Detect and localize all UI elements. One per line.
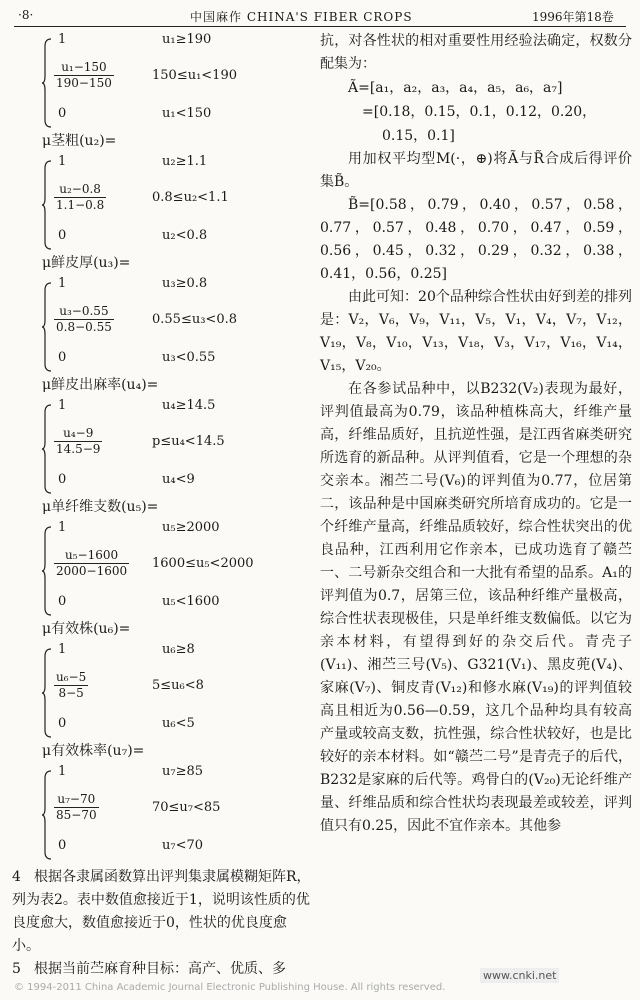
case-condition: 0.8≤u₂<1.1: [152, 190, 229, 205]
paragraph-number: 5: [12, 961, 21, 977]
case-condition: u₆≥8: [162, 642, 195, 657]
synthesis-paragraph: 用加权平均型M(·，⊕)将Ã与R̃合成后得评价集B̃。: [320, 151, 632, 190]
paragraph-number: 4: [12, 869, 21, 885]
fraction-numerator: u₇−70: [54, 792, 99, 808]
case-condition: u₂<0.8: [162, 228, 208, 243]
brace-icon: [42, 404, 52, 494]
case-value: 1: [58, 520, 67, 535]
case-condition: u₇≥85: [162, 764, 204, 779]
case-condition: u₅<1600: [162, 594, 220, 609]
case-condition: p≤u₄<14.5: [152, 434, 225, 449]
case-condition: u₁≥190: [162, 32, 212, 47]
evaluation-set: B̃=[0.58，0.79，0.40，0.57，0.58，0.77，0.57，0.48，0.70，0.47，0.59，0.56，0.45，0.32，0.29，0.32，0.38，0.41，0.56，0.25]: [320, 197, 632, 282]
piecewise-function: [12, 396, 312, 496]
case-value: 0: [58, 594, 67, 609]
piecewise-function: [12, 640, 312, 740]
paragraph-4: [12, 866, 312, 958]
membership-title: μ鲜皮厚(u₃)=: [42, 255, 131, 271]
case-value: 1: [58, 32, 67, 47]
fraction-numerator: u₅−1600: [54, 548, 129, 564]
case-value: 0: [58, 228, 67, 243]
case-value: 1: [58, 642, 67, 657]
case-condition: u₁<150: [162, 106, 212, 121]
case-condition: u₂≥1.1: [162, 154, 208, 169]
case-value: 1: [58, 398, 67, 413]
piecewise-function: [12, 518, 312, 618]
fraction-denominator: 190−150: [56, 76, 112, 90]
membership-title: μ单纤维支数(u₅)=: [42, 499, 159, 515]
brace-icon: [42, 160, 52, 250]
fraction-denominator: 8−5: [58, 686, 84, 700]
piecewise-function: [12, 762, 312, 862]
discussion-paragraph: 在各参试品种中，以B232(V₂)表现为最好，评判值最高为0.79，该品种植株高大，纤维产量高，纤维品质好，且抗逆性强，是江西省麻类研究所选育的新品种。从评判值看，它是一个理想的杂交亲本。湘苎二号(V₆)的评判值为0.77，位居第二，该品种是中国麻类研究所培育成功的。它是一个纤维产量高，纤维品质较好，综合性状突出的优良品种，江西利用它作亲本，已成功选育了赣苎一、二号新杂交组合和一大批有希望的品系。A₁的评判值为0.7，居第三位，该品种纤维产量极高，综合性状表现极佳，只是单纤维支数偏低。以它为亲本材料，有望得到好的杂交后代。青壳子(V₁₁)、湘苎三号(V₅)、G321(V₁)、黑皮蔸(V₄)、家麻(V₇)、铜皮青(V₁₂)和修水麻(V₁₉)的评判值较高且相近为0.56—0.59，这几个品种均具有较高产量或较高支数，抗性强，综合性状较好，也是比较好的亲本材料。如“赣苎二号”是青壳子的后代，B232是家麻的后代等。鸡骨白的(V₂₀)无论纤维产量、纤维品质和综合性状均表现最差或较差，评判值只有0.25，因此不宜作亲本。其他参: [320, 381, 632, 834]
weight-set-values: =[0.18，0.15，0.1，0.12，0.20，: [362, 104, 597, 120]
brace-icon: [42, 38, 52, 128]
paragraph-text: 根据各隶属函数算出评判集隶属模糊矩阵R，列为表2。表中数值愈接近于1，说明该性质的优良度愈大，数值愈接近于0，性状的优良度愈小。: [12, 869, 311, 954]
journal-title: 中国麻作 CHINA'S FIBER CROPS: [190, 10, 413, 24]
case-value: 0: [58, 838, 67, 853]
fraction-numerator: u₃−0.55: [54, 304, 114, 320]
case-condition: 1600≤u₅<2000: [152, 556, 254, 571]
page-number: ·8·: [18, 8, 34, 22]
case-condition: 150≤u₁<190: [152, 68, 237, 83]
case-value: 0: [58, 472, 67, 487]
cnki-watermark: www.cnki.net: [480, 968, 559, 983]
issue-label: 1996年第18卷: [532, 10, 614, 24]
paragraph-text: 根据当前苎麻育种目标：高产、优质、多: [34, 961, 286, 977]
fraction-denominator: 0.8−0.55: [56, 320, 112, 334]
case-condition: 70≤u₇<85: [152, 800, 221, 815]
case-value: 1: [58, 764, 67, 779]
brace-icon: [42, 282, 52, 372]
case-fraction: [54, 60, 114, 91]
piecewise-function: [12, 274, 312, 374]
paragraph-5: [12, 958, 312, 981]
ranking-paragraph: 由此可知：20个品种综合性状由好到差的排列是：V₂，V₆，V₉，V₁₁，V₅，V₁，V₄，V₇，V₁₂，V₁₉，V₈，V₁₀，V₁₃，V₁₈，V₃，V₁₇，V₁₆，V₁₄，V₁₅，V₂₀。: [320, 289, 632, 374]
brace-icon: [42, 648, 52, 738]
weight-set-def: Ã=[a₁，a₂，a₃，a₄，a₅，a₆，a₇]: [348, 80, 563, 96]
page-header: [0, 6, 640, 28]
fraction-numerator: u₆−5: [56, 670, 87, 684]
case-condition: 0.55≤u₃<0.8: [152, 312, 237, 327]
copyright-footer: © 1994-2011 China Academic Journal Electronic Publishing House. All rights reserved.: [14, 982, 446, 993]
case-condition: u₃<0.55: [162, 350, 216, 365]
case-value: 0: [58, 106, 67, 121]
fraction-numerator: u₄−9: [54, 426, 102, 442]
right-column: [320, 30, 632, 838]
piecewise-function: [12, 152, 312, 252]
case-fraction: [54, 792, 99, 823]
brace-icon: [42, 526, 52, 616]
case-condition: u₃≥0.8: [162, 276, 208, 291]
case-fraction: [54, 304, 114, 335]
fraction-numerator: u₁−150: [54, 60, 114, 76]
fraction-numerator: u₂−0.8: [54, 182, 106, 198]
fraction-denominator: 1.1−0.8: [56, 198, 105, 212]
fraction-denominator: 2000−1600: [56, 564, 128, 578]
case-value: 1: [58, 154, 67, 169]
case-value: 0: [58, 716, 67, 731]
case-condition: 5≤u₆<8: [152, 678, 204, 693]
case-fraction: [54, 182, 106, 213]
case-condition: u₆<5: [162, 716, 195, 731]
case-fraction: [54, 670, 88, 701]
header-rule: [14, 26, 626, 27]
membership-title: μ鲜皮出麻率(u₄)=: [42, 377, 159, 393]
piecewise-function: [12, 30, 312, 130]
case-condition: u₇<70: [162, 838, 204, 853]
case-value: 0: [58, 350, 67, 365]
case-condition: u₅≥2000: [162, 520, 220, 535]
case-value: 1: [58, 276, 67, 291]
membership-title: μ有效株(u₆)=: [42, 621, 131, 637]
membership-title: μ茎粗(u₂)=: [42, 133, 117, 149]
membership-title: μ有效株率(u₇)=: [42, 743, 145, 759]
weight-intro: 抗，对各性状的相对重要性用经验法确定，权数分配集为：: [320, 33, 632, 72]
case-condition: u₄≥14.5: [162, 398, 216, 413]
case-fraction: [54, 548, 129, 579]
brace-icon: [42, 770, 52, 860]
case-condition: u₄<9: [162, 472, 195, 487]
weight-set-values-cont: 0.15，0.1]: [382, 128, 455, 144]
fraction-denominator: 85−70: [56, 808, 97, 822]
fraction-denominator: 14.5−9: [56, 442, 101, 456]
left-column: [12, 30, 312, 981]
case-fraction: [54, 426, 102, 457]
